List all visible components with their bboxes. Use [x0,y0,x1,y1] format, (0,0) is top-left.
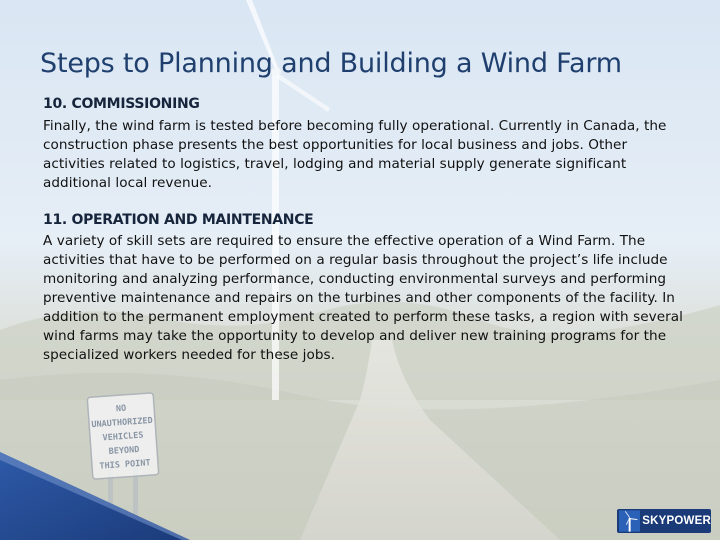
sign-line-2: UNAUTHORIZED [91,415,154,431]
sign-line-1: NO [115,403,127,415]
section-body-operation-maintenance: A variety of skill sets are required to ensure the effective operation of a Wind Farm. The activities that have to be performed on a regular basis throughout the project’s life include monitoring and analyzing performance, conducting environmental surveys and performing preventive maintenance and repairs on the turbines and other components of the facility. In addition to the permanent employment created to perform these tasks, a region with several wind farms may take the opportunity to develop and deliver new training programs for the specialized workers needed for these jobs. [43,233,683,363]
wind-turbine-icon [619,510,640,532]
section-heading-commissioning: 10. COMMISSIONING [43,96,200,112]
sign-line-4: BEYOND [108,444,140,458]
section-body-commissioning: Finally, the wind farm is tested before becoming fully operational. Currently in Canada, the construction phase presents the best opportunities for local business and jobs. Other activities related to logistics, travel, lodging and material supply generate significant additional local revenue. [43,118,667,191]
logo-text: SKYPOWER [642,515,711,527]
sign-line-3: VEHICLES [102,430,144,444]
sign-line-5: THIS POINT [99,458,151,472]
slide-title: Steps to Planning and Building a Wind Farm [40,48,622,79]
section-heading-operation-maintenance: 11. OPERATION AND MAINTENANCE [43,212,314,228]
skypower-logo [617,509,711,533]
